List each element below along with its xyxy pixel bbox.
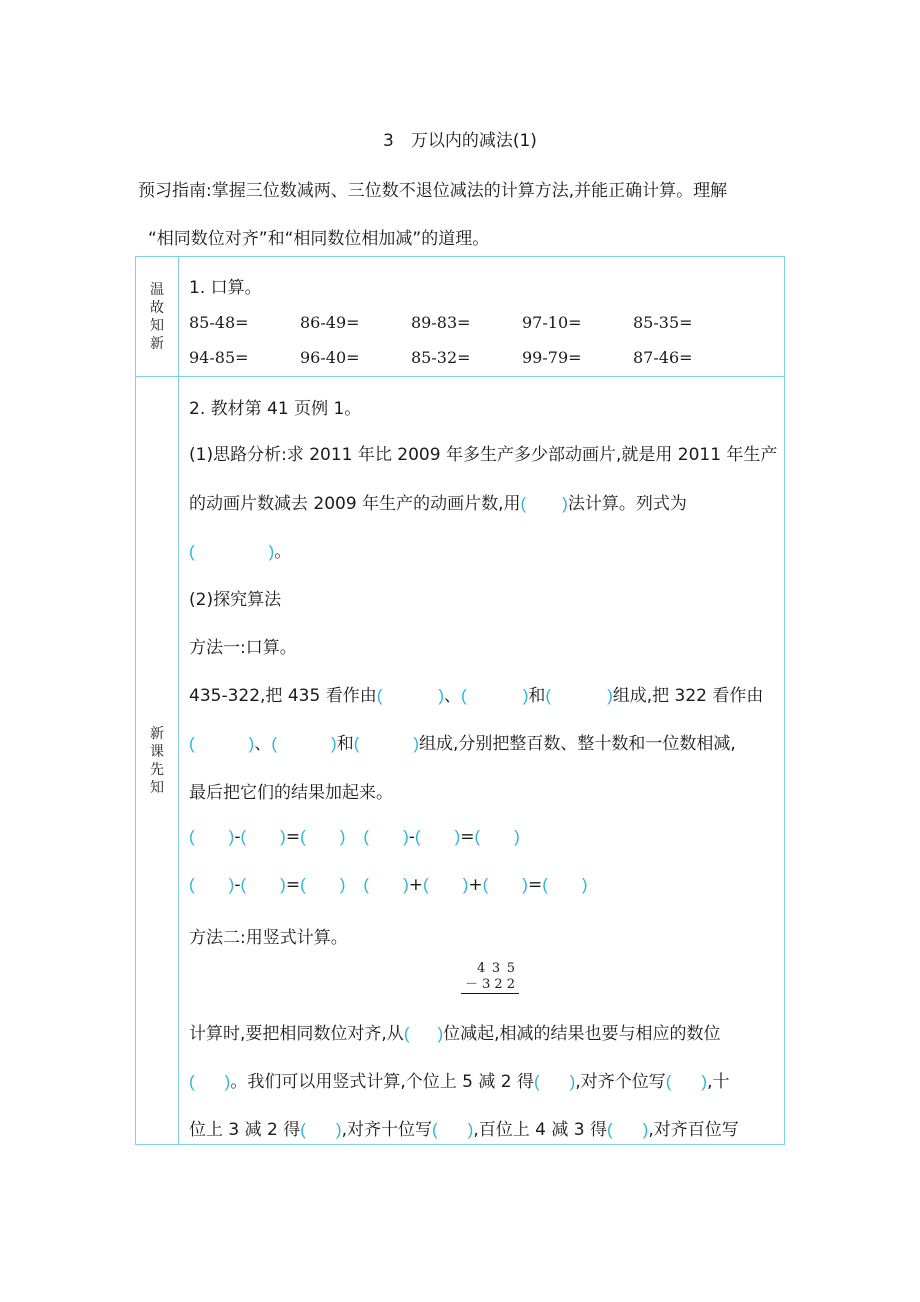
conclusion-line1: 计算时,要把相同数位对齐,从( )位减起,相减的结果也要与相应的数位	[189, 1024, 721, 1044]
equation-row2: ( )-( )=( ) ( )+( )+( )=( )	[189, 875, 588, 895]
method2-heading: 方法二:用竖式计算。	[189, 928, 348, 948]
oral-calc-item: 87-46=	[633, 348, 693, 367]
oral-calc-item: 97-10=	[522, 313, 582, 332]
new-lesson-content	[179, 377, 785, 1145]
section-label-new-lesson: 新 课 先 知	[136, 377, 179, 1145]
oral-calc-item: 86-49=	[300, 313, 360, 332]
oral-calc-item: 85-35=	[633, 313, 693, 332]
method1-line2: ( )、( )和( )组成,分别把整百数、整十数和一位数相减,	[189, 734, 736, 754]
oral-calc-heading: 1. 口算。	[189, 278, 262, 298]
explore-heading: (2)探究算法	[189, 590, 282, 610]
lesson-title: 3 万以内的减法(1)	[383, 131, 537, 151]
oral-calc-item: 85-48=	[189, 313, 249, 332]
vertical-subtraction: 4 3 5 － 3 2 2	[461, 961, 519, 994]
oral-calc-item: 94-85=	[189, 348, 249, 367]
oral-calc-item: 85-32=	[411, 348, 471, 367]
section-label-review: 温 故 知 新	[136, 257, 179, 377]
analysis-line1: (1)思路分析:求 2011 年比 2009 年多生产多少部动画片,就是用 2011 年生产	[189, 445, 778, 465]
method1-line1: 435-322,把 435 看作由( )、( )和( )组成,把 322 看作由	[189, 686, 764, 706]
analysis-line3: ( )。	[189, 542, 292, 562]
oral-calc-item: 99-79=	[522, 348, 582, 367]
oral-calc-item: 89-83=	[411, 313, 471, 332]
equation-row1: ( )-( )=( ) ( )-( )=( )	[189, 827, 520, 847]
preview-guide-line1: 预习指南:掌握三位数减两、三位数不退位减法的计算方法,并能正确计算。理解	[138, 181, 728, 201]
method1-heading: 方法一:口算。	[189, 638, 297, 658]
conclusion-line2: ( )。我们可以用竖式计算,个位上 5 减 2 得( ),对齐个位写( ),十	[189, 1072, 730, 1092]
oral-calc-item: 96-40=	[300, 348, 360, 367]
analysis-line2: 的动画片数减去 2009 年生产的动画片数,用( )法计算。列式为	[189, 494, 687, 514]
method1-line3: 最后把它们的结果加起来。	[189, 783, 393, 803]
textbook-example-heading: 2. 教材第 41 页例 1。	[189, 399, 362, 419]
worksheet-table	[135, 256, 785, 1145]
review-content	[179, 257, 785, 377]
preview-guide-line2: “相同数位对齐”和“相同数位相加减”的道理。	[148, 229, 490, 249]
conclusion-line3: 位上 3 减 2 得( ),对齐十位写( ),百位上 4 减 3 得( ),对齐百位写	[189, 1120, 739, 1140]
